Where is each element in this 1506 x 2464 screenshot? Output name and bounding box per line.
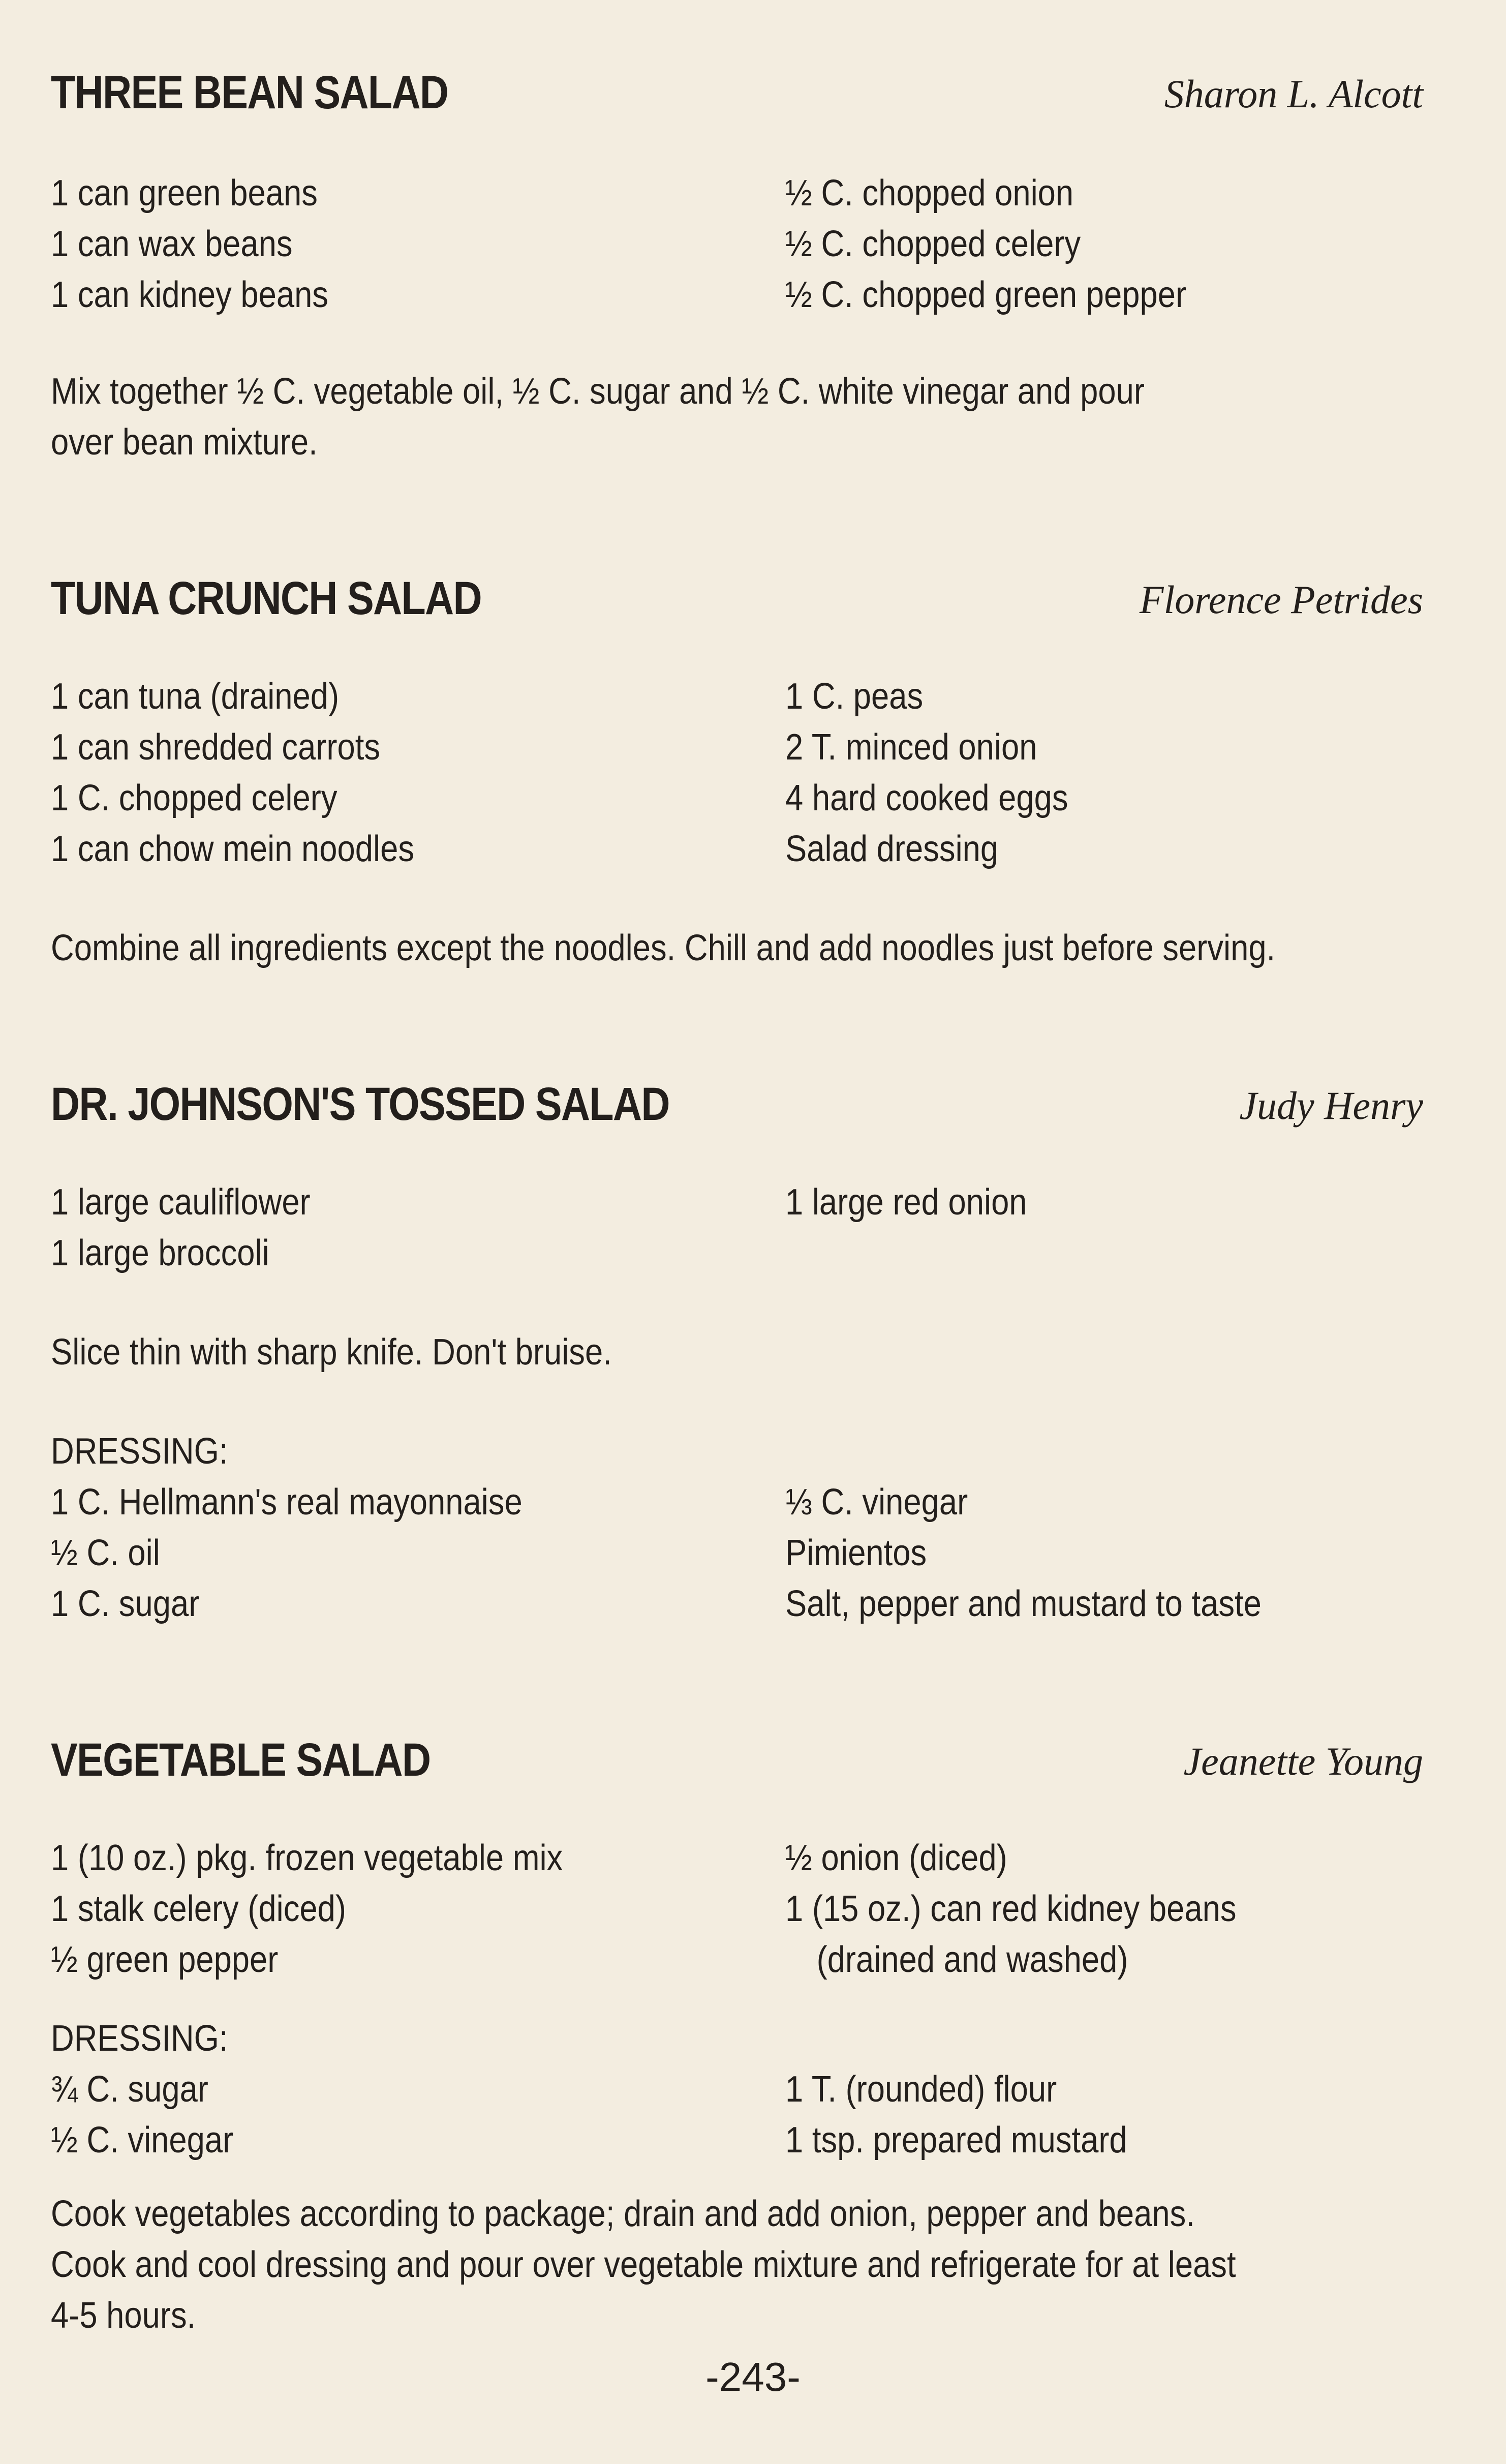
dressing-left-column <box>51 2064 258 2166</box>
ingredients-left-column <box>51 1833 633 1985</box>
ingredient: 1 C. sugar <box>51 1584 200 1624</box>
recipe-author: Florence Petrides <box>1139 577 1423 622</box>
recipe-tuna-crunch-salad <box>51 572 1423 974</box>
dressing-ingredients <box>51 2064 1423 2166</box>
directions-line: 4-5 hours. <box>51 2295 196 2336</box>
recipe-directions <box>51 1327 1423 1378</box>
ingredient: ¾ C. sugar <box>51 2069 208 2110</box>
ingredient: 1 can chow mein noodles <box>51 829 414 869</box>
ingredient: 1 C. chopped celery <box>51 778 337 818</box>
recipe-dr-johnsons-tossed-salad <box>51 1078 1423 1629</box>
recipe-title: DR. JOHNSON'S TOSSED SALAD <box>51 1078 669 1130</box>
ingredient: 1 tsp. prepared mustard <box>785 2120 1127 2161</box>
recipe-header <box>51 66 1423 122</box>
ingredient: 1 large red onion <box>785 1182 1027 1223</box>
ingredients-left-column <box>51 1177 346 1279</box>
ingredient: 1 (10 oz.) pkg. frozen vegetable mix <box>51 1838 563 1878</box>
dressing-section <box>51 2013 1423 2166</box>
dressing-right-column <box>785 1477 1327 1629</box>
ingredient: 1 (15 oz.) can red kidney beans <box>785 1889 1237 1929</box>
recipe-author: Judy Henry <box>1239 1083 1423 1128</box>
directions-line: Cook and cool dressing and pour over vegetable mixture and refrigerate for at least <box>51 2244 1236 2285</box>
ingredient <box>785 2013 1127 2064</box>
directions-line: over bean mixture. <box>51 422 318 463</box>
dressing-ingredients <box>51 1477 1423 1629</box>
recipe-author: Sharon L. Alcott <box>1164 72 1423 116</box>
recipe-vegetable-salad <box>51 1733 1423 2341</box>
ingredient: 1 can kidney beans <box>51 275 328 315</box>
recipe-title: TUNA CRUNCH SALAD <box>51 572 481 624</box>
recipe-header <box>51 1733 1423 1789</box>
ingredients <box>51 1833 1423 1985</box>
ingredient: ½ C. chopped onion <box>785 173 1074 214</box>
ingredients <box>51 168 1423 320</box>
directions-line: Slice thin with sharp knife. Don't bruise. <box>51 1332 612 1373</box>
ingredients-right-column <box>785 671 1107 874</box>
dressing-left-column <box>51 1477 587 1629</box>
recipe-author: Jeanette Young <box>1183 1739 1423 1783</box>
recipe-header <box>51 1078 1423 1134</box>
dressing-label: DRESSING: <box>51 1431 228 1472</box>
ingredients <box>51 671 1423 874</box>
ingredient: Salt, pepper and mustard to taste <box>785 1584 1262 1624</box>
ingredient: Pimientos <box>785 1533 927 1573</box>
ingredient: ½ C. chopped celery <box>785 224 1081 264</box>
directions-line: Combine all ingredients except the noodles. Chill and add noodles just before serving. <box>51 928 1276 968</box>
ingredient: 4 hard cooked eggs <box>785 778 1068 818</box>
ingredient: 1 C. peas <box>785 676 924 717</box>
dressing-label: DRESSING: <box>51 2018 228 2059</box>
ingredient: 1 can green beans <box>51 173 318 214</box>
ingredients-left-column <box>51 671 464 874</box>
ingredients-right-column <box>785 1833 1298 1985</box>
ingredients-right-column <box>785 168 1241 320</box>
recipe-directions <box>51 2188 1423 2341</box>
dressing-section <box>51 1426 1423 1629</box>
recipe-title: VEGETABLE SALAD <box>51 1734 431 1786</box>
recipe-three-bean-salad <box>51 66 1423 468</box>
recipe-directions <box>51 923 1423 974</box>
ingredient: 2 T. minced onion <box>785 727 1037 768</box>
ingredient: 1 can wax beans <box>51 224 293 264</box>
ingredient: 1 can tuna (drained) <box>51 676 340 717</box>
ingredient: (drained and washed) <box>816 1939 1128 1980</box>
ingredient: 1 large broccoli <box>51 1233 269 1273</box>
dressing-right-column <box>785 2013 1174 2166</box>
ingredient: ½ onion (diced) <box>785 1838 1007 1878</box>
ingredient: ½ C. vinegar <box>51 2120 234 2161</box>
ingredient: 1 can shredded carrots <box>51 727 381 768</box>
directions-line: Mix together ½ C. vegetable oil, ½ C. sugar and ½ C. white vinegar and pour <box>51 371 1145 412</box>
recipe-directions <box>51 366 1423 468</box>
page-number: -243- <box>705 2354 801 2399</box>
ingredient: 1 large cauliflower <box>51 1182 311 1223</box>
ingredient: ½ C. oil <box>51 1533 160 1573</box>
ingredients-right-column <box>785 1177 1060 1228</box>
ingredient: Salad dressing <box>785 829 999 869</box>
ingredient: 1 T. (rounded) flour <box>785 2069 1057 2110</box>
ingredient: ⅓ C. vinegar <box>785 1482 968 1523</box>
ingredients-left-column <box>51 168 366 320</box>
ingredient: 1 C. Hellmann's real mayonnaise <box>51 1482 523 1523</box>
ingredient: 1 stalk celery (diced) <box>51 1889 347 1929</box>
directions-line: Cook vegetables according to package; drain and add onion, pepper and beans. <box>51 2194 1195 2234</box>
recipe-title: THREE BEAN SALAD <box>51 67 448 118</box>
ingredient: ½ C. chopped green pepper <box>785 275 1187 315</box>
recipe-header <box>51 572 1423 628</box>
ingredient: ½ green pepper <box>51 1939 279 1980</box>
ingredients <box>51 1177 1423 1279</box>
